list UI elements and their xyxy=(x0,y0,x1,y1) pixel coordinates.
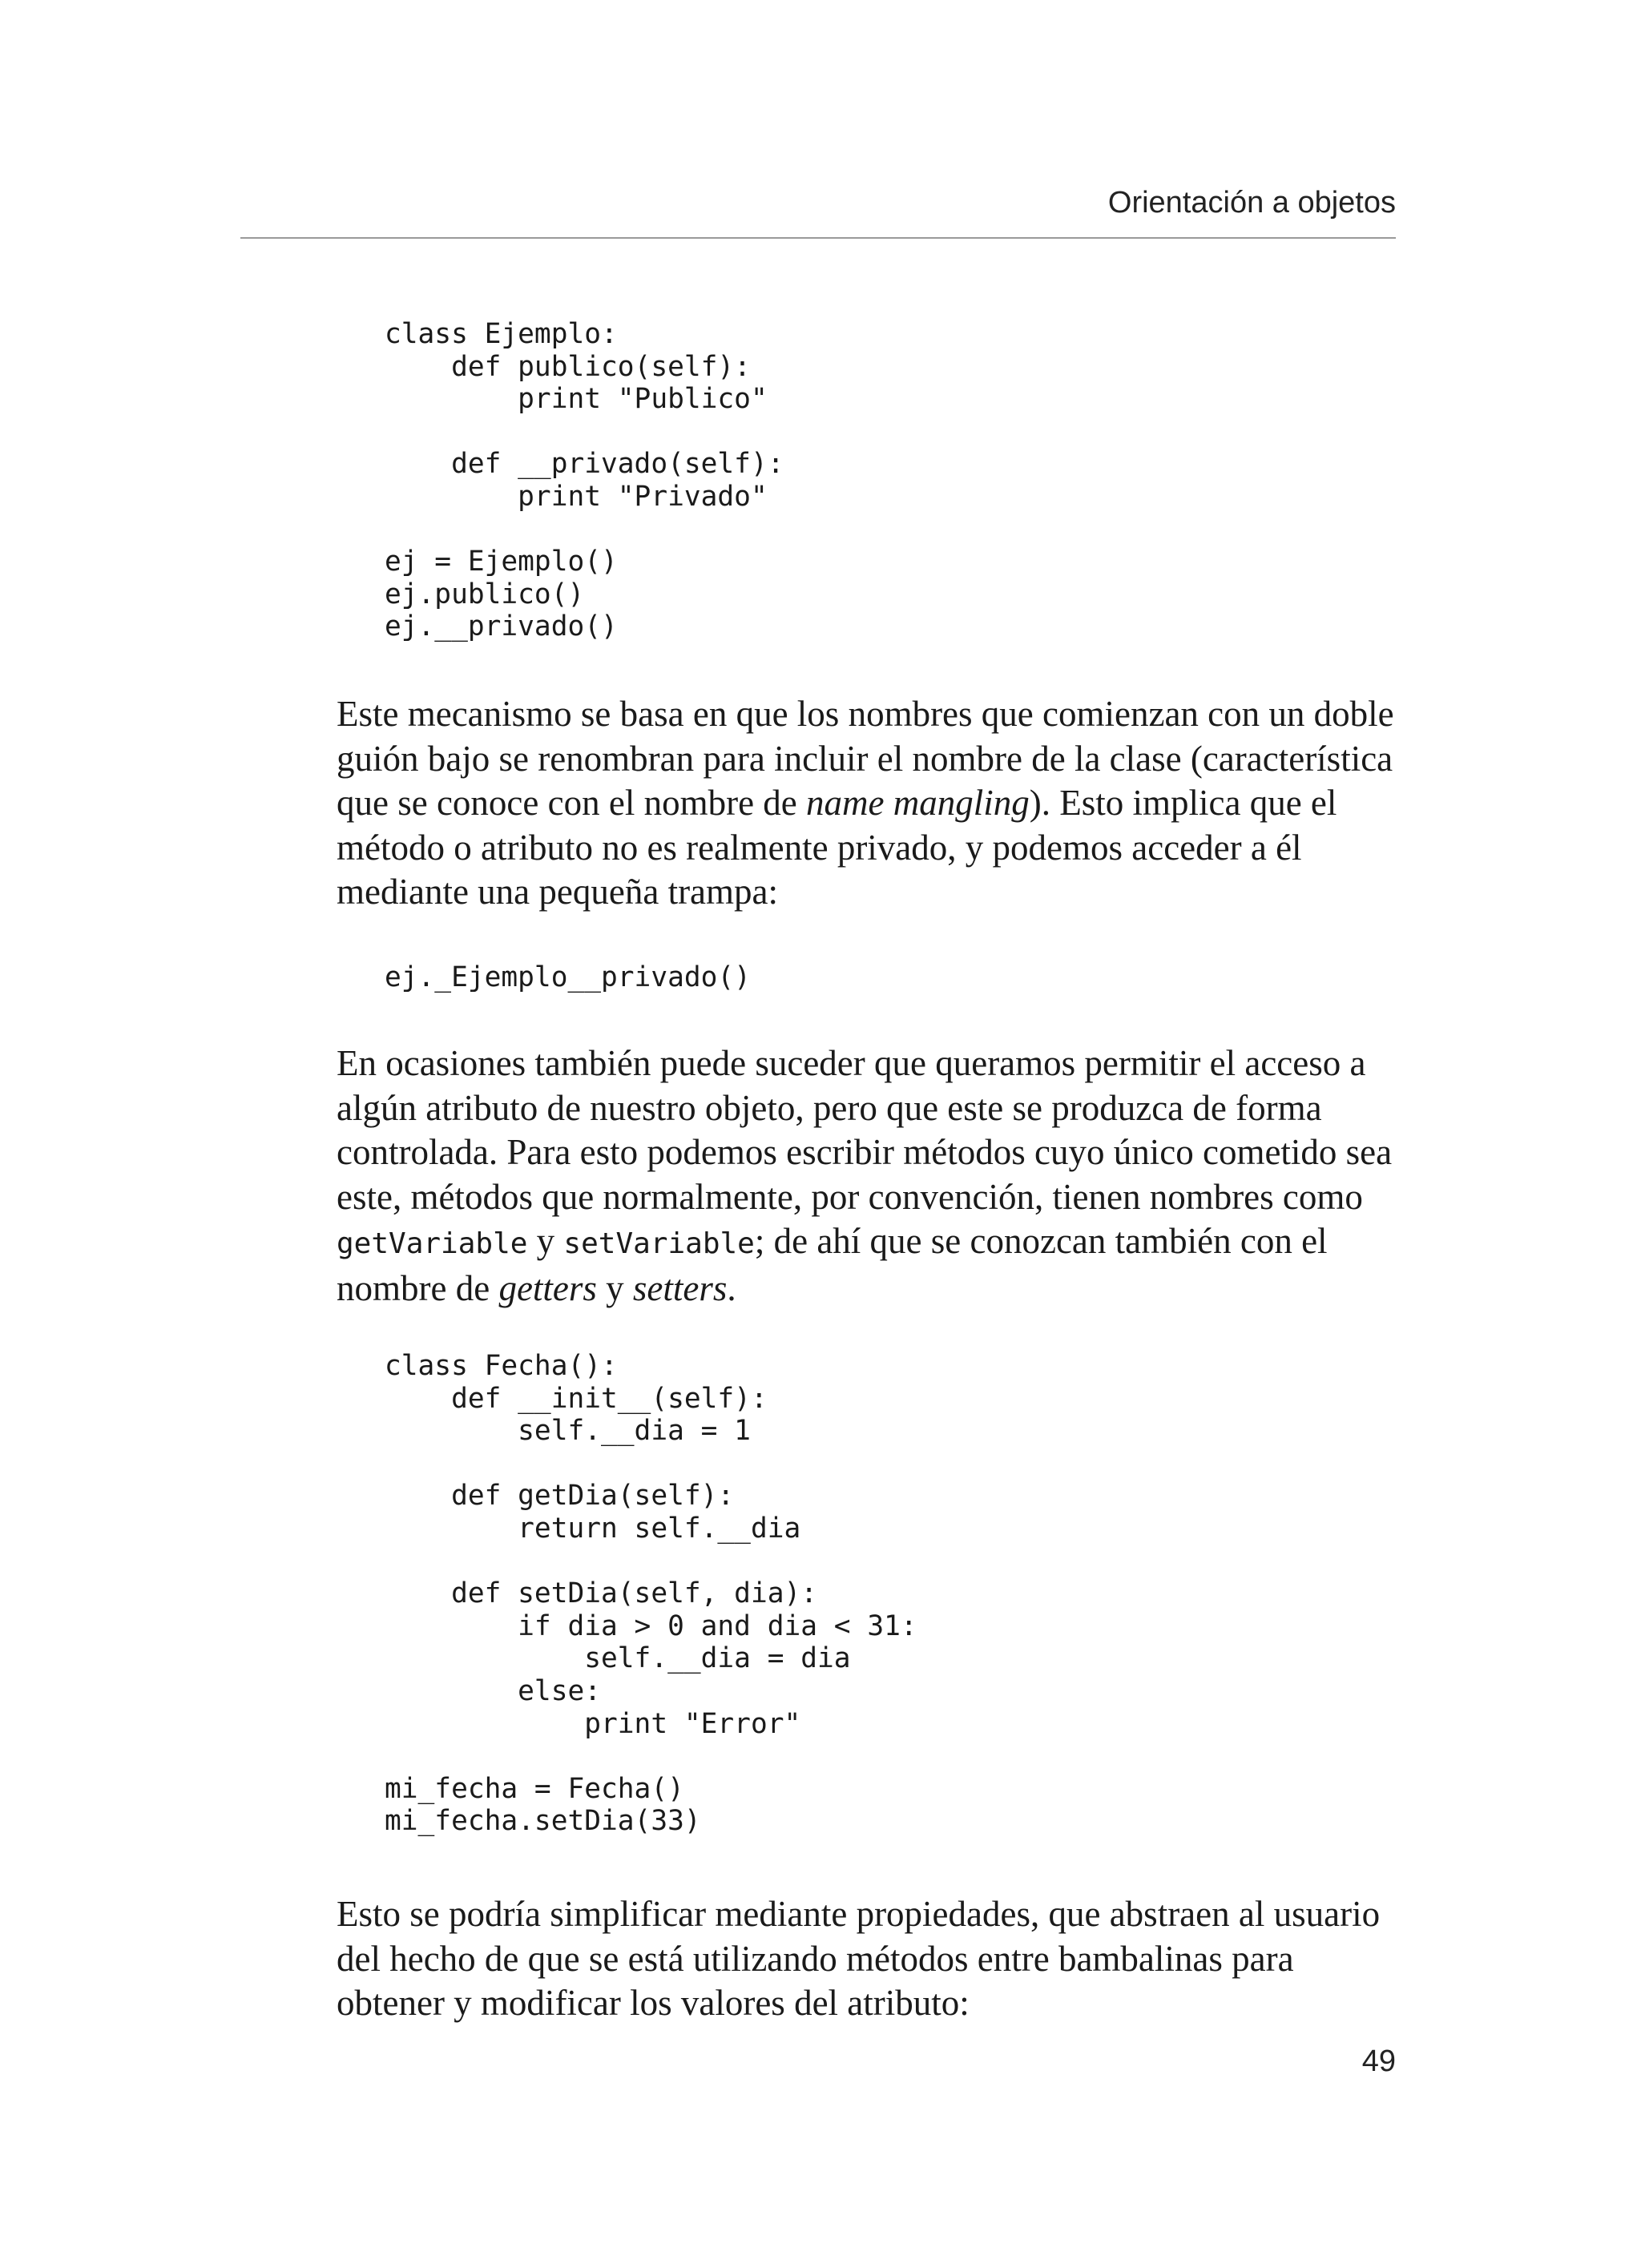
code-block-fecha: class Fecha(): def __init__(self): self.__dia = 1 def getDia(self): return self.__dia def setDia(self, dia): if dia > 0 and dia < 31: self.__dia = dia else: print "Error" mi_fecha = Fecha() mi_fecha.setDia(33) xyxy=(385,1350,917,1838)
text-segment: ; de ahí que se conozcan también con el nombre de xyxy=(337,1221,1328,1308)
italic-term: setters xyxy=(632,1267,728,1308)
italic-term: getters xyxy=(498,1267,597,1308)
text-segment: y xyxy=(527,1221,564,1261)
running-header-title: Orientación a objetos xyxy=(1107,186,1396,220)
italic-term: name mangling xyxy=(806,783,1030,823)
inline-code: getVariable xyxy=(337,1227,528,1260)
text-segment: ). Esto implica que el método o atributo no es realmente privado, y podemos acceder a él mediante una pequeña trampa: xyxy=(337,783,1337,912)
code-block-ejemplo: class Ejemplo: def publico(self): print "Publico" def __privado(self): print "Privado" ej = Ejemplo() ej.publico() ej.__privado() xyxy=(385,318,784,643)
text-segment: Este mecanismo se basa en que los nombres que comienzan con un doble guión bajo se renombran para incluir el nombre de la clase (característica que se conoce con el nombre de xyxy=(337,694,1394,823)
text-segment: y xyxy=(596,1267,633,1308)
inline-code: setVariable xyxy=(563,1227,755,1260)
paragraph-getters-setters xyxy=(337,1041,1396,1311)
text-segment: En ocasiones también puede suceder que queramos permitir el acceso a algún atributo de nuestro objeto, pero que este se produzca de forma controlada. Para esto podemos escribir métodos cuyo único cometido sea este, métodos que normalmente, por convención, tienen nombres como xyxy=(337,1043,1393,1217)
paragraph-properties: Esto se podría simplificar mediante propiedades, que abstraen al usuario del hecho de que se está utilizando métodos entre bambalinas para obtener y modificar los valores del atributo: xyxy=(337,1894,1381,2023)
page-number: 49 xyxy=(1361,2044,1396,2078)
code-block-private-access: ej._Ejemplo__privado() xyxy=(385,961,751,993)
paragraph-name-mangling xyxy=(337,692,1396,915)
text-segment: . xyxy=(727,1267,736,1308)
running-header xyxy=(240,179,1396,239)
